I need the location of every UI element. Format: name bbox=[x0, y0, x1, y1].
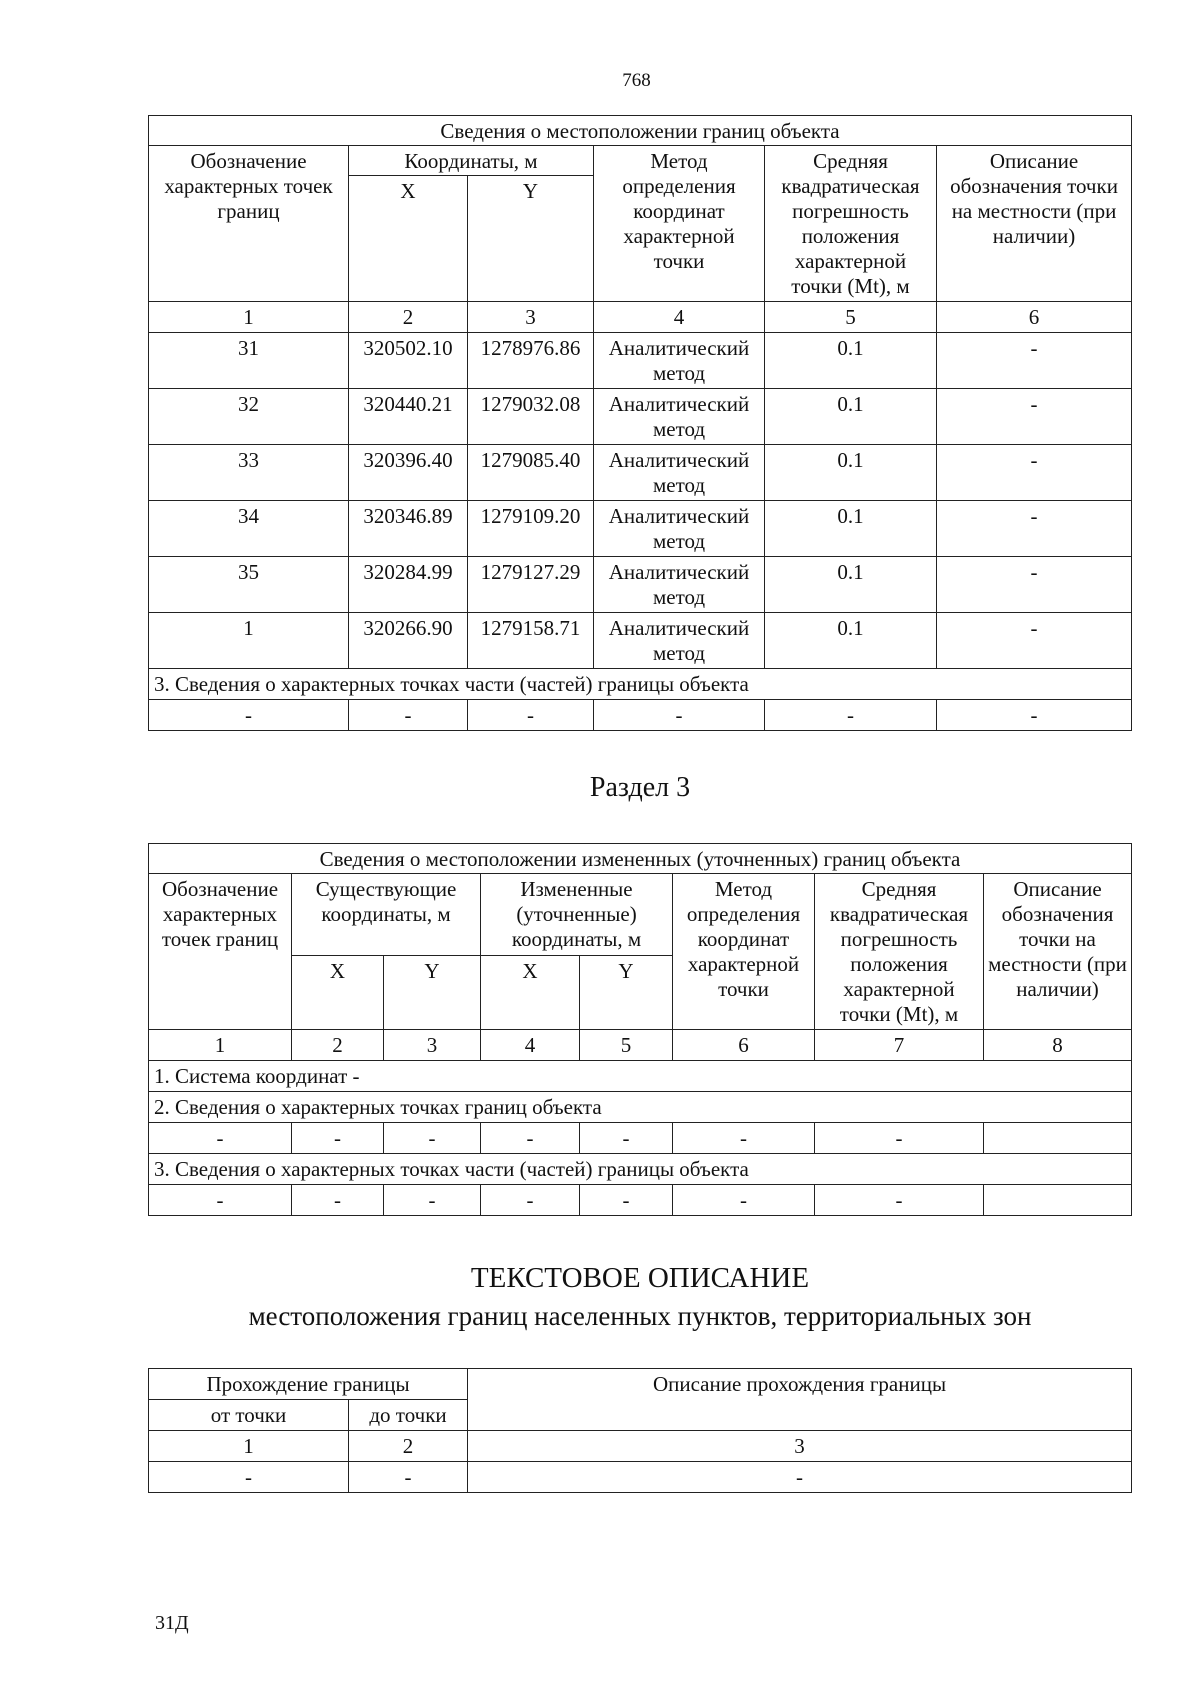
column-numbers-row bbox=[149, 302, 1132, 333]
cell-empty: - bbox=[815, 1123, 984, 1154]
cell-empty: - bbox=[349, 700, 468, 731]
col-number: 8 bbox=[984, 1030, 1132, 1061]
document-subheading: местоположения границ населенных пунктов, территориальных зон bbox=[248, 1301, 1032, 1331]
col-number: 6 bbox=[673, 1030, 815, 1061]
cell-y: 1279127.29 bbox=[468, 557, 594, 613]
cell-method: Аналитический метод bbox=[594, 389, 765, 445]
col-number: 2 bbox=[349, 302, 468, 333]
col-number: 2 bbox=[349, 1431, 468, 1462]
cell-x: 320502.10 bbox=[349, 333, 468, 389]
cell-empty: - bbox=[292, 1185, 384, 1216]
table-row bbox=[149, 557, 1132, 613]
header-error: Средняя квадратическая погрешность положения характерной точки (Mt), м bbox=[815, 874, 984, 1030]
cell-error: 0.1 bbox=[765, 389, 937, 445]
cell-method: Аналитический метод bbox=[594, 613, 765, 669]
cell-y: 1279109.20 bbox=[468, 501, 594, 557]
col-number: 6 bbox=[937, 302, 1132, 333]
cell-desc: - bbox=[937, 613, 1132, 669]
header-point: Обозначение характерных точек границ bbox=[149, 146, 349, 302]
cell-empty: - bbox=[384, 1123, 481, 1154]
cell-y: 1278976.86 bbox=[468, 333, 594, 389]
page-number: 768 bbox=[622, 70, 651, 91]
cell-empty: - bbox=[468, 1462, 1132, 1493]
col-number: 3 bbox=[468, 1431, 1132, 1462]
cell-empty: - bbox=[292, 1123, 384, 1154]
header-y: Y bbox=[580, 956, 673, 1030]
document-heading: ТЕКСТОВОЕ ОПИСАНИЕ bbox=[470, 1262, 810, 1294]
cell-empty: - bbox=[673, 1185, 815, 1216]
col-number: 3 bbox=[468, 302, 594, 333]
cell-desc: - bbox=[937, 501, 1132, 557]
coord-system-label: 1. Система координат - bbox=[149, 1061, 1132, 1092]
section-title: Раздел 3 bbox=[589, 772, 691, 803]
col-number: 3 bbox=[384, 1030, 481, 1061]
cell-error: 0.1 bbox=[765, 445, 937, 501]
cell-empty: - bbox=[594, 700, 765, 731]
cell-method: Аналитический метод bbox=[594, 501, 765, 557]
table-row bbox=[149, 613, 1132, 669]
cell-empty: - bbox=[815, 1185, 984, 1216]
column-numbers-row bbox=[149, 1030, 1132, 1061]
cell-empty bbox=[984, 1123, 1132, 1154]
cell-desc: - bbox=[937, 445, 1132, 501]
col-number: 1 bbox=[149, 1431, 349, 1462]
cell-y: 1279085.40 bbox=[468, 445, 594, 501]
table-row bbox=[149, 1462, 1132, 1493]
col-number: 7 bbox=[815, 1030, 984, 1061]
cell-y: 1279032.08 bbox=[468, 389, 594, 445]
cell-point: 1 bbox=[149, 613, 349, 669]
footer-code: 31Д bbox=[155, 1612, 189, 1634]
cell-x: 320266.90 bbox=[349, 613, 468, 669]
header-desc: Описание обозначения точки на местности (при наличии) bbox=[937, 146, 1132, 302]
cell-empty: - bbox=[481, 1185, 580, 1216]
cell-desc: - bbox=[937, 389, 1132, 445]
cell-empty: - bbox=[149, 1462, 349, 1493]
cell-x: 320346.89 bbox=[349, 501, 468, 557]
header-y: Y bbox=[384, 956, 481, 1030]
header-x: X bbox=[481, 956, 580, 1030]
points-section-label: 2. Сведения о характерных точках границ объекта bbox=[149, 1092, 1132, 1123]
cell-empty: - bbox=[673, 1123, 815, 1154]
header-x: X bbox=[292, 956, 384, 1030]
table-row bbox=[149, 389, 1132, 445]
table-row bbox=[149, 700, 1132, 731]
header-existing: Существующие координаты, м bbox=[292, 874, 481, 956]
cell-desc: - bbox=[937, 557, 1132, 613]
cell-desc: - bbox=[937, 333, 1132, 389]
col-number: 5 bbox=[765, 302, 937, 333]
col-number: 1 bbox=[149, 1030, 292, 1061]
cell-point: 35 bbox=[149, 557, 349, 613]
cell-empty: - bbox=[349, 1462, 468, 1493]
part-section-label: 3. Сведения о характерных точках части (частей) границы объекта bbox=[149, 1154, 1132, 1185]
cell-error: 0.1 bbox=[765, 557, 937, 613]
cell-x: 320440.21 bbox=[349, 389, 468, 445]
boundary-description-table bbox=[148, 1368, 1132, 1493]
cell-empty: - bbox=[149, 1123, 292, 1154]
cell-empty: - bbox=[468, 700, 594, 731]
cell-error: 0.1 bbox=[765, 501, 937, 557]
cell-point: 31 bbox=[149, 333, 349, 389]
column-numbers-row bbox=[149, 1431, 1132, 1462]
cell-error: 0.1 bbox=[765, 333, 937, 389]
cell-empty: - bbox=[384, 1185, 481, 1216]
part-section-label: 3. Сведения о характерных точках части (частей) границы объекта bbox=[149, 669, 1132, 700]
cell-empty: - bbox=[149, 700, 349, 731]
header-y: Y bbox=[468, 176, 594, 302]
cell-empty: - bbox=[937, 700, 1132, 731]
header-method: Метод определения координат характерной точки bbox=[594, 146, 765, 302]
col-number: 5 bbox=[580, 1030, 673, 1061]
table-row bbox=[149, 445, 1132, 501]
boundary-points-table bbox=[148, 115, 1132, 731]
header-error: Средняя квадратическая погрешность положения характерной точки (Mt), м bbox=[765, 146, 937, 302]
header-method: Метод определения координат характерной точки bbox=[673, 874, 815, 1030]
cell-empty: - bbox=[765, 700, 937, 731]
cell-point: 32 bbox=[149, 389, 349, 445]
header-desc: Описание прохождения границы bbox=[468, 1369, 1132, 1431]
col-number: 1 bbox=[149, 302, 349, 333]
cell-empty bbox=[984, 1185, 1132, 1216]
col-number: 2 bbox=[292, 1030, 384, 1061]
header-coords: Координаты, м bbox=[349, 146, 594, 176]
col-number: 4 bbox=[481, 1030, 580, 1061]
header-to: до точки bbox=[349, 1400, 468, 1431]
table-row bbox=[149, 1185, 1132, 1216]
cell-empty: - bbox=[149, 1185, 292, 1216]
header-passage: Прохождение границы bbox=[149, 1369, 468, 1400]
header-desc: Описание обозначения точки на местности (при наличии) bbox=[984, 874, 1132, 1030]
cell-empty: - bbox=[481, 1123, 580, 1154]
table-row bbox=[149, 333, 1132, 389]
table-title: Сведения о местоположении измененных (уточненных) границ объекта bbox=[149, 844, 1132, 874]
cell-empty: - bbox=[580, 1185, 673, 1216]
cell-x: 320396.40 bbox=[349, 445, 468, 501]
header-from: от точки bbox=[149, 1400, 349, 1431]
cell-error: 0.1 bbox=[765, 613, 937, 669]
header-changed: Измененные (уточненные) координаты, м bbox=[481, 874, 673, 956]
col-number: 4 bbox=[594, 302, 765, 333]
cell-method: Аналитический метод bbox=[594, 445, 765, 501]
cell-point: 34 bbox=[149, 501, 349, 557]
table-row bbox=[149, 1123, 1132, 1154]
cell-y: 1279158.71 bbox=[468, 613, 594, 669]
table-row bbox=[149, 501, 1132, 557]
cell-method: Аналитический метод bbox=[594, 557, 765, 613]
cell-method: Аналитический метод bbox=[594, 333, 765, 389]
header-point: Обозначение характерных точек границ bbox=[149, 874, 292, 1030]
cell-empty: - bbox=[580, 1123, 673, 1154]
header-x: X bbox=[349, 176, 468, 302]
changed-boundaries-table bbox=[148, 843, 1132, 1216]
table-title: Сведения о местоположении границ объекта bbox=[149, 116, 1132, 146]
cell-point: 33 bbox=[149, 445, 349, 501]
cell-x: 320284.99 bbox=[349, 557, 468, 613]
